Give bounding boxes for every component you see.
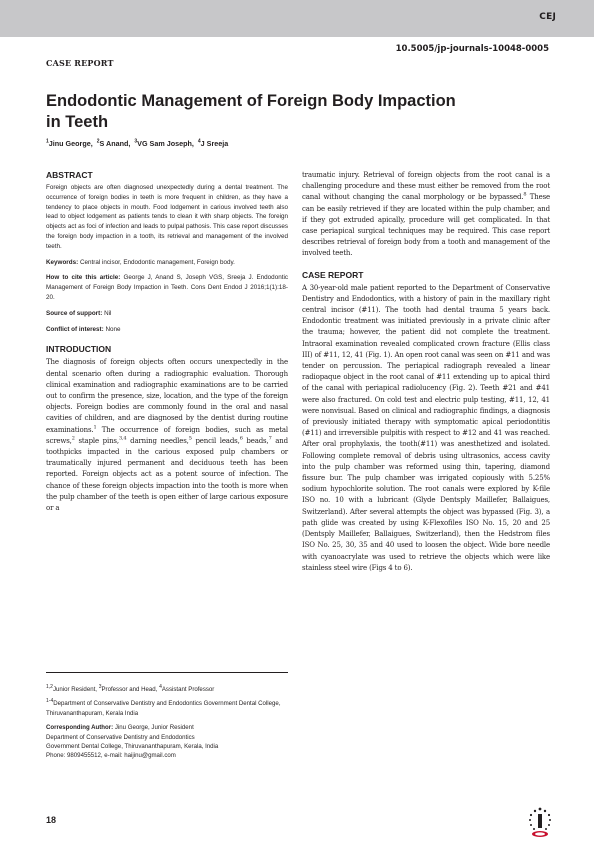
reference-sup: 2: [71, 435, 75, 442]
role-sup: 4: [159, 683, 162, 690]
corresponding-contact[interactable]: Phone: 9809455512, e-mail: haijinu@gmail.com: [46, 752, 176, 760]
department-affiliation: [46, 699, 288, 718]
support-value: Nil: [102, 309, 112, 317]
corresponding-author: [46, 723, 288, 761]
intro-text: pencil leads,: [191, 436, 240, 445]
author-affiliation-sup: 2: [96, 138, 100, 145]
abstract-heading: ABSTRACT: [46, 170, 93, 180]
intro-text: staple pins,: [74, 436, 119, 445]
citation: [46, 273, 288, 302]
dept-sup: 1-4: [46, 698, 54, 705]
role-text: Junior Resident,: [52, 686, 99, 693]
conflict-value: None: [103, 325, 121, 333]
author: [46, 139, 96, 148]
journal-abbreviation: CEJ: [539, 12, 556, 22]
author-roles: [46, 685, 288, 694]
intro-text: The diagnosis of foreign objects often occurs unexpectedly in the dental scenario often during a radiographic evaluation. Thorough clinical examination and radiographic examinations are to be carried out to confirm the presence, size, location, and the type of the foreign objects. Foreign bodies are commonly found in the oral and nasal cavities of children, and are diagnosed by the dentist during routine examinations.: [46, 358, 288, 434]
corresponding-address: Government Dental College, Thiruvananthapuram, Kerala, India: [46, 743, 219, 751]
author-name: S Anand,: [99, 139, 133, 148]
intro-text: These can be easily retrieved if they are located within the pulp chamber, and if they got extruded apically, procedure will get complicated. In that case periapical surgical techniques may be required. This case report describes retrieval of foreign body from a tooth and management of the involved teeth.: [302, 193, 550, 258]
author-affiliation-sup: 1: [46, 138, 49, 145]
role-text: Professor and Head,: [101, 686, 160, 693]
author-affiliation-sup: 4: [197, 138, 201, 145]
keywords-label: Keywords:: [46, 258, 79, 266]
corresponding-name: Jinu George, Junior Resident: [113, 724, 194, 732]
intro-text: darning needles,: [126, 436, 189, 445]
reference-sup: 3,4: [118, 435, 127, 442]
author-list: [46, 139, 230, 148]
author-affiliation-sup: 3: [134, 138, 138, 145]
left-column: [46, 170, 288, 514]
reference-sup: 6: [239, 435, 243, 442]
page-number: 18: [46, 815, 57, 825]
citation-label: How to cite this article:: [46, 274, 121, 282]
introduction-heading: INTRODUCTION: [46, 344, 112, 355]
conflict-of-interest: [46, 325, 288, 335]
doi[interactable]: 10.5005/jp-journals-10048-0005: [395, 44, 549, 54]
role-sup: 3: [98, 683, 102, 690]
publisher-logo-icon: [526, 806, 554, 840]
source-of-support: [46, 309, 288, 319]
intro-text: beads,: [242, 436, 269, 445]
introduction-continued: [302, 170, 550, 260]
support-label: Source of support:: [46, 309, 103, 317]
reference-sup: 1: [93, 424, 97, 431]
corresponding-dept: Department of Conservative Dentistry and Endodontics: [46, 733, 195, 741]
author: [198, 139, 229, 148]
keywords: [46, 258, 288, 268]
case-report-heading: CASE REPORT: [302, 269, 364, 280]
header-bar: [0, 0, 594, 37]
right-column: [302, 170, 550, 574]
abstract-text: Foreign objects are often diagnosed unexpectedly during a dental treatment. The occurrence of foreign bodies in teeth is more frequent in children, as they have a tendency to place objects in mouth. Food lodgement in carious involved teeth also lead to object lodgement as patients tends to clean it with sharp objects. The foreign objects act as foci of infection and leads to pulpal pathosis. This case report discusses the foreign body impaction in a tooth, its retrieval and management of the involved teeth.: [46, 184, 288, 250]
author: [134, 139, 197, 148]
reference-sup: 7: [268, 435, 272, 442]
dept-text: Department of Conservative Dentistry and Endodontics Government Dental College, Thiruvananthapuram, Kerala India: [46, 700, 281, 717]
intro-text: and toothpicks impacted in the carious exposed pulp chambers or traumatically injured permanent and deciduous teeth has been reported. Foreign objects act as a potent source of infection. The chance of these foreign objects impaction into the tooth is more when the pulp chamber of the teeth is open either of large carious exposure or a: [46, 436, 288, 512]
author-name: J Sreeja: [200, 139, 229, 148]
reference-sup: 8: [523, 192, 527, 199]
reference-sup: 5: [188, 435, 192, 442]
author-name: VG Sam Joseph,: [137, 139, 196, 148]
author-name: Jinu George,: [48, 139, 95, 148]
author: [97, 139, 134, 148]
keywords-value: Central incisor, Endodontic management, Foreign body.: [78, 258, 235, 266]
article-type: CASE REPORT: [46, 58, 114, 68]
corresponding-label: Corresponding Author:: [46, 724, 114, 732]
introduction-paragraph: [46, 357, 288, 514]
conflict-label: Conflict of interest:: [46, 325, 104, 333]
role-text: Assistant Professor: [161, 686, 215, 693]
intro-text: The occurrence of foreign bodies, such as metal screws,: [46, 425, 288, 445]
intro-text: traumatic injury. Retrieval of foreign objects from the root canal is a challenging procedure and these must either be removed from the root canal without changing the canal morphology or be bypassed.: [302, 171, 550, 202]
case-report-paragraph: A 30-year-old male patient reported to the Department of Conservative Dentistry and Endodontics, with a history of pain in the maxillary right central incisor (#11). The tooth had dental trauma 5 years back. Endodontic treatment was initiated previously in a private clinic after the trauma; however, the patient did not complete the treatment. Intraoral examination revealed complicated crown fracture (Ellis class III) of #11, 12, 41 (Fig. 1). An open root canal was seen on #11 and was tender on percussion. The periapical radiograph revealed a linear radiopaque object in the root canal of #11 extending up to apical third of the canal with periapical radiolucency (Fig. 2). Teeth #21 and #41 were also fractured. On cold test and electric pulp testing, #11, 12, 41 were nonvisual. Based on clinical and radiographic findings, a diagnosis of previously initiated therapy with symptomatic apical periodontitis (#11) and irreversible pulpitis with respect to #12 and 41 was reached. After oral prophylaxis, the tooth(#11) was anesthetized and isolated. Following complete removal of debris using ultrasonics, access cavity into the pulp chamber was reformed using thin, tapering, diamond fissure bur. The pulp chamber was irrigated copiously with 5.25% sodium hypochlorite solution. The root canals were explored by K-file ISO no. 10 with a lubricant (Glyde Dentsply Maillefer, Ballaigues, Switzerland). After several attempts the object was bypassed (Fig. 3), a path glide was created by using K-Flexofiles ISO No. 15, 20 and 25 (Dentsply Maillefer, Ballaigues, Switzerland), then the Hedstrom files ISO No. 25, 30, 35 and 40 used to loosen the object. Wide bore needle with cyanoacrylate was used to retrieve the objects which were like stainless steel wire (Figs 4 to 6).: [302, 283, 550, 572]
article-title: Endodontic Management of Foreign Body Impaction in Teeth: [46, 92, 456, 131]
author-affiliations: [46, 672, 288, 766]
citation-value: George J, Anand S, Joseph VGS, Sreeja J. Endodontic Management of Foreign Body Impaction in Teeth. Cons Dent Endod J 2016;1(1):18-20.: [46, 274, 288, 301]
role-sup: 1,2: [46, 683, 53, 690]
